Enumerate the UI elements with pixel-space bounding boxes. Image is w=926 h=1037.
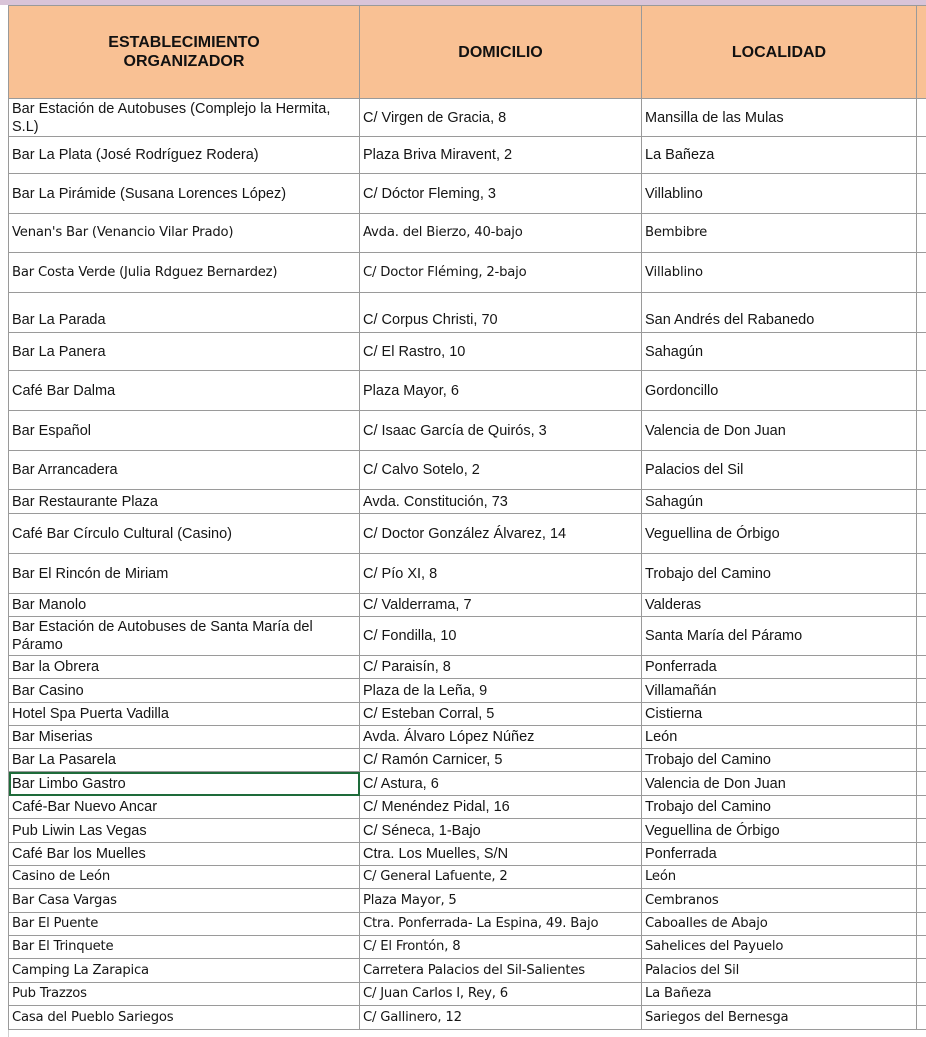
- table-row: [9, 866, 926, 889]
- header-domicilio-label: DOMICILIO: [458, 43, 543, 61]
- cell-extra[interactable]: [917, 451, 926, 490]
- table-row: [9, 617, 926, 656]
- table-row: [9, 174, 926, 214]
- cell-domicilio[interactable]: Avda. del Bierzo, 40-bajo: [360, 214, 642, 253]
- cell-localidad[interactable]: Trobajo del Camino: [642, 796, 917, 819]
- cell-localidad[interactable]: Valencia de Don Juan: [642, 772, 917, 796]
- cell-extra[interactable]: [917, 554, 926, 594]
- cell-establecimiento[interactable]: Bar Limbo Gastro: [9, 772, 360, 796]
- cell-localidad[interactable]: León: [642, 866, 917, 889]
- cell-domicilio[interactable]: Plaza de la Leña, 9: [360, 679, 642, 703]
- cell-domicilio[interactable]: C/ Esteban Corral, 5: [360, 703, 642, 726]
- cell-extra[interactable]: [917, 1006, 926, 1030]
- cell-establecimiento[interactable]: Bar La Plata (José Rodríguez Rodera): [9, 137, 360, 174]
- cell-domicilio[interactable]: Plaza Mayor, 5: [360, 889, 642, 913]
- cell-localidad[interactable]: Valderas: [642, 594, 917, 617]
- cell-establecimiento[interactable]: Bar Manolo: [9, 594, 360, 617]
- cell-establecimiento[interactable]: Café Bar Dalma: [9, 371, 360, 411]
- table-row: [9, 371, 926, 411]
- cell-establecimiento[interactable]: Casa del Pueblo Sariegos: [9, 1006, 360, 1030]
- table-row: [9, 983, 926, 1006]
- table-row: [9, 99, 926, 137]
- cell-domicilio[interactable]: Avda. Constitución, 73: [360, 490, 642, 514]
- cell-localidad[interactable]: Trobajo del Camino: [642, 749, 917, 772]
- cell-localidad[interactable]: Sahagún: [642, 333, 917, 371]
- cell-localidad[interactable]: Sahagún: [642, 490, 917, 514]
- cell-establecimiento[interactable]: Bar Estación de Autobuses (Complejo la Hermita, S.L): [9, 99, 360, 137]
- cell-extra[interactable]: [917, 913, 926, 936]
- cell-establecimiento[interactable]: Bar La Pasarela: [9, 749, 360, 772]
- table-row: [9, 451, 926, 490]
- cell-extra[interactable]: [917, 617, 926, 656]
- cell-establecimiento[interactable]: Casino de León: [9, 866, 360, 889]
- cell-domicilio[interactable]: C/ Séneca, 1-Bajo: [360, 819, 642, 843]
- cell-domicilio[interactable]: C/ Ramón Carnicer, 5: [360, 749, 642, 772]
- cell-extra[interactable]: [917, 411, 926, 451]
- cell-domicilio[interactable]: C/ General Lafuente, 2: [360, 866, 642, 889]
- header-establecimiento-label: ESTABLECIMIENTO ORGANIZADOR: [108, 34, 260, 70]
- cell-localidad[interactable]: Villablino: [642, 253, 917, 293]
- cell-domicilio[interactable]: C/ Isaac García de Quirós, 3: [360, 411, 642, 451]
- cell-extra[interactable]: [917, 936, 926, 959]
- cell-extra[interactable]: [917, 174, 926, 214]
- cell-establecimiento[interactable]: Venan's Bar (Venancio Vilar Prado): [9, 214, 360, 253]
- cell-localidad[interactable]: Trobajo del Camino: [642, 554, 917, 594]
- cell-localidad[interactable]: Mansilla de las Mulas: [642, 99, 917, 137]
- cell-localidad[interactable]: Valencia de Don Juan: [642, 411, 917, 451]
- cell-extra[interactable]: [917, 293, 926, 333]
- cell-establecimiento[interactable]: Bar Restaurante Plaza: [9, 490, 360, 514]
- cell-domicilio[interactable]: C/ Paraisín, 8: [360, 656, 642, 679]
- cell-localidad[interactable]: Santa María del Páramo: [642, 617, 917, 656]
- cell-establecimiento[interactable]: Café-Bar Nuevo Ancar: [9, 796, 360, 819]
- cell-localidad[interactable]: Villamañán: [642, 679, 917, 703]
- cell-domicilio[interactable]: C/ Calvo Sotelo, 2: [360, 451, 642, 490]
- table-row: [9, 554, 926, 594]
- establishments-table: [8, 5, 926, 1030]
- cell-extra[interactable]: [917, 514, 926, 554]
- cell-extra[interactable]: [917, 214, 926, 253]
- cell-extra[interactable]: [917, 490, 926, 514]
- cell-localidad[interactable]: Veguellina de Órbigo: [642, 514, 917, 554]
- cell-extra[interactable]: [917, 703, 926, 726]
- table-row: [9, 913, 926, 936]
- cell-establecimiento[interactable]: Bar La Parada: [9, 293, 360, 333]
- cell-domicilio[interactable]: Plaza Mayor, 6: [360, 371, 642, 411]
- cell-establecimiento[interactable]: Café Bar Círculo Cultural (Casino): [9, 514, 360, 554]
- table-row: [9, 819, 926, 843]
- cell-extra[interactable]: [917, 819, 926, 843]
- cell-localidad[interactable]: Cistierna: [642, 703, 917, 726]
- cell-localidad[interactable]: Bembibre: [642, 214, 917, 253]
- header-establecimiento[interactable]: [9, 6, 360, 99]
- table-row: [9, 214, 926, 253]
- table-row: [9, 843, 926, 866]
- cell-domicilio[interactable]: C/ Astura, 6: [360, 772, 642, 796]
- cell-domicilio[interactable]: C/ Gallinero, 12: [360, 1006, 642, 1030]
- table-row: [9, 726, 926, 749]
- table-row: [9, 293, 926, 333]
- cell-localidad[interactable]: Gordoncillo: [642, 371, 917, 411]
- cell-domicilio[interactable]: C/ Corpus Christi, 70: [360, 293, 642, 333]
- cell-establecimiento[interactable]: Bar Miserias: [9, 726, 360, 749]
- cell-extra[interactable]: [917, 889, 926, 913]
- table-row: [9, 333, 926, 371]
- cell-establecimiento[interactable]: Hotel Spa Puerta Vadilla: [9, 703, 360, 726]
- cell-establecimiento[interactable]: Bar El Puente: [9, 913, 360, 936]
- cell-localidad[interactable]: San Andrés del Rabanedo: [642, 293, 917, 333]
- table-row: [9, 889, 926, 913]
- cell-extra[interactable]: [917, 253, 926, 293]
- cell-domicilio[interactable]: Ctra. Los Muelles, S/N: [360, 843, 642, 866]
- cell-establecimiento[interactable]: Pub Liwin Las Vegas: [9, 819, 360, 843]
- cell-establecimiento[interactable]: Bar Arrancadera: [9, 451, 360, 490]
- cell-establecimiento[interactable]: Pub Trazzos: [9, 983, 360, 1006]
- table-row: [9, 796, 926, 819]
- header-domicilio[interactable]: [360, 6, 642, 99]
- cell-extra[interactable]: [917, 726, 926, 749]
- table-row: [9, 490, 926, 514]
- cell-extra[interactable]: [917, 137, 926, 174]
- cell-localidad[interactable]: Palacios del Sil: [642, 451, 917, 490]
- cell-extra[interactable]: [917, 371, 926, 411]
- cell-localidad[interactable]: Caboalles de Abajo: [642, 913, 917, 936]
- cell-domicilio[interactable]: Avda. Álvaro López Núñez: [360, 726, 642, 749]
- table-row: [9, 703, 926, 726]
- cell-localidad[interactable]: Palacios del Sil: [642, 959, 917, 983]
- table-row: [9, 594, 926, 617]
- cell-domicilio[interactable]: C/ Menéndez Pidal, 16: [360, 796, 642, 819]
- cell-localidad[interactable]: León: [642, 726, 917, 749]
- cell-extra[interactable]: [917, 959, 926, 983]
- cell-establecimiento[interactable]: Bar Español: [9, 411, 360, 451]
- cell-extra[interactable]: [917, 796, 926, 819]
- table-row: [9, 749, 926, 772]
- cell-establecimiento[interactable]: Bar Casino: [9, 679, 360, 703]
- cell-domicilio[interactable]: C/ Pío XI, 8: [360, 554, 642, 594]
- table-row: [9, 514, 926, 554]
- cell-localidad[interactable]: Sahelices del Payuelo: [642, 936, 917, 959]
- cell-establecimiento[interactable]: Bar La Panera: [9, 333, 360, 371]
- table-row: [9, 772, 926, 796]
- header-localidad-label: LOCALIDAD: [731, 43, 827, 61]
- cell-establecimiento[interactable]: Bar Casa Vargas: [9, 889, 360, 913]
- table-row: [9, 679, 926, 703]
- cell-extra[interactable]: [917, 983, 926, 1006]
- cell-extra[interactable]: [917, 594, 926, 617]
- cell-establecimiento[interactable]: Bar Costa Verde (Julia Rdguez Bernardez): [9, 253, 360, 293]
- cell-establecimiento[interactable]: Bar El Trinquete: [9, 936, 360, 959]
- table-row: [9, 1006, 926, 1030]
- cell-extra[interactable]: [917, 749, 926, 772]
- cell-domicilio[interactable]: Plaza Briva Miravent, 2: [360, 137, 642, 174]
- cell-extra[interactable]: [917, 866, 926, 889]
- header-extra-column[interactable]: [917, 6, 926, 99]
- cell-extra[interactable]: [917, 656, 926, 679]
- cell-domicilio[interactable]: C/ Juan Carlos I, Rey, 6: [360, 983, 642, 1006]
- cell-establecimiento[interactable]: Bar El Rincón de Miriam: [9, 554, 360, 594]
- cell-localidad[interactable]: Sariegos del Bernesga: [642, 1006, 917, 1030]
- cell-extra[interactable]: [917, 333, 926, 371]
- table-row: [9, 959, 926, 983]
- cell-domicilio[interactable]: C/ Doctor González Álvarez, 14: [360, 514, 642, 554]
- header-localidad[interactable]: [642, 6, 917, 99]
- cell-extra[interactable]: [917, 99, 926, 137]
- cell-localidad[interactable]: Veguellina de Órbigo: [642, 819, 917, 843]
- header-row: [9, 6, 926, 99]
- cell-domicilio[interactable]: Carretera Palacios del Sil-Salientes: [360, 959, 642, 983]
- cell-domicilio[interactable]: C/ Virgen de Gracia, 8: [360, 99, 642, 137]
- cell-domicilio[interactable]: C/ Valderrama, 7: [360, 594, 642, 617]
- cell-establecimiento[interactable]: Bar La Pirámide (Susana Lorences López): [9, 174, 360, 214]
- table-row: [9, 137, 926, 174]
- table-row: [9, 936, 926, 959]
- cell-domicilio[interactable]: C/ Dóctor Fleming, 3: [360, 174, 642, 214]
- cell-extra[interactable]: [917, 843, 926, 866]
- table-row: [9, 411, 926, 451]
- cell-domicilio[interactable]: C/ El Rastro, 10: [360, 333, 642, 371]
- table-body: [9, 99, 926, 1030]
- cell-localidad[interactable]: Cembranos: [642, 889, 917, 913]
- cell-domicilio[interactable]: C/ Fondilla, 10: [360, 617, 642, 656]
- cell-extra[interactable]: [917, 679, 926, 703]
- cell-localidad[interactable]: Ponferrada: [642, 656, 917, 679]
- cell-localidad[interactable]: La Bañeza: [642, 137, 917, 174]
- cell-localidad[interactable]: Ponferrada: [642, 843, 917, 866]
- cell-domicilio[interactable]: C/ Doctor Fléming, 2-bajo: [360, 253, 642, 293]
- cell-localidad[interactable]: La Bañeza: [642, 983, 917, 1006]
- cell-domicilio[interactable]: C/ El Frontón, 8: [360, 936, 642, 959]
- cell-establecimiento[interactable]: Bar la Obrera: [9, 656, 360, 679]
- cell-extra[interactable]: [917, 772, 926, 796]
- table-row: [9, 253, 926, 293]
- table-row: [9, 656, 926, 679]
- cell-establecimiento[interactable]: Camping La Zarapica: [9, 959, 360, 983]
- cell-domicilio[interactable]: Ctra. Ponferrada- La Espina, 49. Bajo: [360, 913, 642, 936]
- cell-localidad[interactable]: Villablino: [642, 174, 917, 214]
- cell-establecimiento[interactable]: Bar Estación de Autobuses de Santa María del Páramo: [9, 617, 360, 656]
- cell-establecimiento[interactable]: Café Bar los Muelles: [9, 843, 360, 866]
